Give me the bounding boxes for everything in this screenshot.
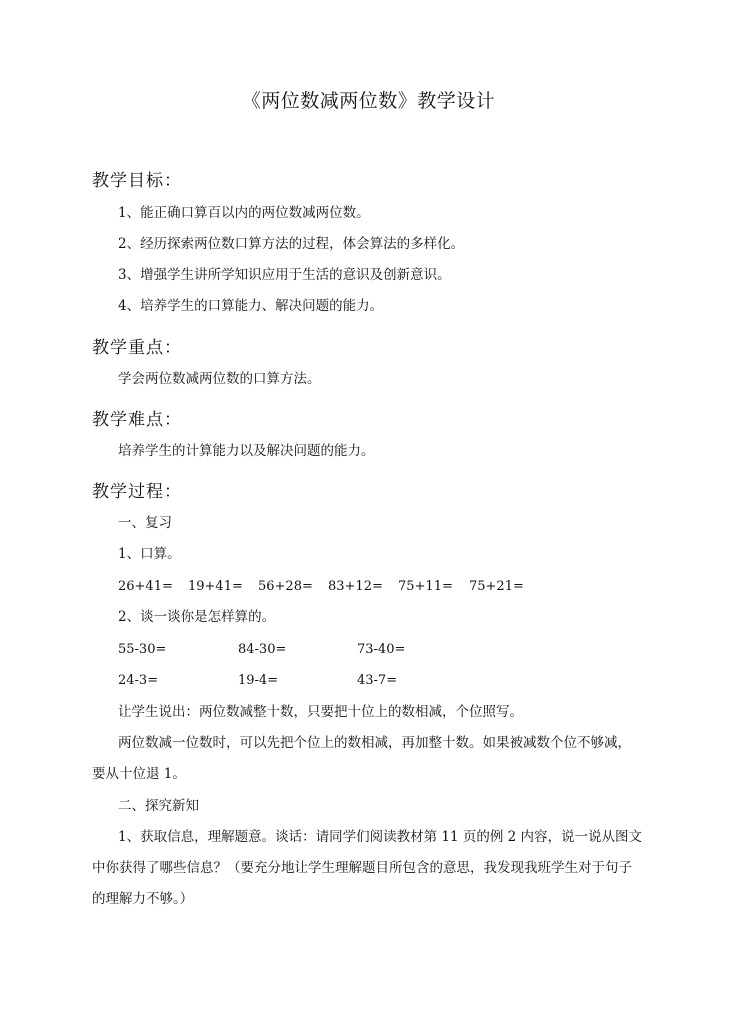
goal-item-4: 4、培养学生的口算能力、解决问题的能力。 (118, 298, 384, 314)
difficulty-text: 培养学生的计算能力以及解决问题的能力。 (118, 443, 375, 459)
key-points-text: 学会两位数减两位数的口算方法。 (118, 371, 321, 387)
oral-calc-item: 75+21= (469, 579, 524, 594)
oral-calc-item: 75+11= (398, 579, 453, 594)
note-line-1: 两位数减一位数时，可以先把个位上的数相减，再加整十数。如果被减数个位不够减， (118, 735, 631, 751)
talk-calc-item: 55-30= (118, 642, 167, 657)
oral-calc-item: 19+41= (188, 579, 243, 594)
explore-line-2: 中你获得了哪些信息？（要充分地让学生理解题目所包含的意思，我发现我班学生对于句子 (92, 860, 632, 876)
oral-calc-label: 1、口算。 (118, 546, 181, 562)
explore-line-1: 1、获取信息，理解题意。谈话：请同学们阅读教材第 11 页的例 2 内容，说一说从图文 (118, 829, 643, 845)
difficulty-heading: 教学难点： (92, 410, 182, 430)
goals-heading: 教学目标： (92, 171, 182, 191)
talk-label: 2、谈一谈你是怎样算的。 (118, 609, 276, 625)
explore-title: 二、探究新知 (118, 798, 199, 814)
talk-calc-item: 84-30= (238, 642, 287, 657)
goal-item-1: 1、能正确口算百以内的两位数减两位数。 (118, 205, 370, 221)
note-line-2: 要从十位退 1。 (92, 766, 186, 782)
document-title: 《两位数减两位数》教学设计 (241, 90, 496, 112)
oral-calc-item: 26+41= (118, 579, 173, 594)
talk-calc-item: 43-7= (357, 673, 398, 688)
oral-calc-item: 83+12= (328, 579, 383, 594)
process-heading: 教学过程： (92, 482, 182, 502)
talk-calc-item: 24-3= (118, 673, 159, 688)
review-title: 一、复习 (118, 515, 172, 531)
goal-item-2: 2、经历探索两位数口算方法的过程，体会算法的多样化。 (118, 236, 465, 252)
goal-item-3: 3、增强学生讲所学知识应用于生活的意识及创新意识。 (118, 267, 451, 283)
oral-calc-item: 56+28= (258, 579, 313, 594)
key-points-heading: 教学重点： (92, 338, 182, 358)
talk-calc-item: 73-40= (357, 642, 406, 657)
talk-calc-item: 19-4= (238, 673, 279, 688)
student-says-text: 让学生说出：两位数减整十数，只要把十位上的数相减，个位照写。 (118, 704, 523, 720)
explore-line-3: 的理解力不够。） (92, 891, 194, 907)
